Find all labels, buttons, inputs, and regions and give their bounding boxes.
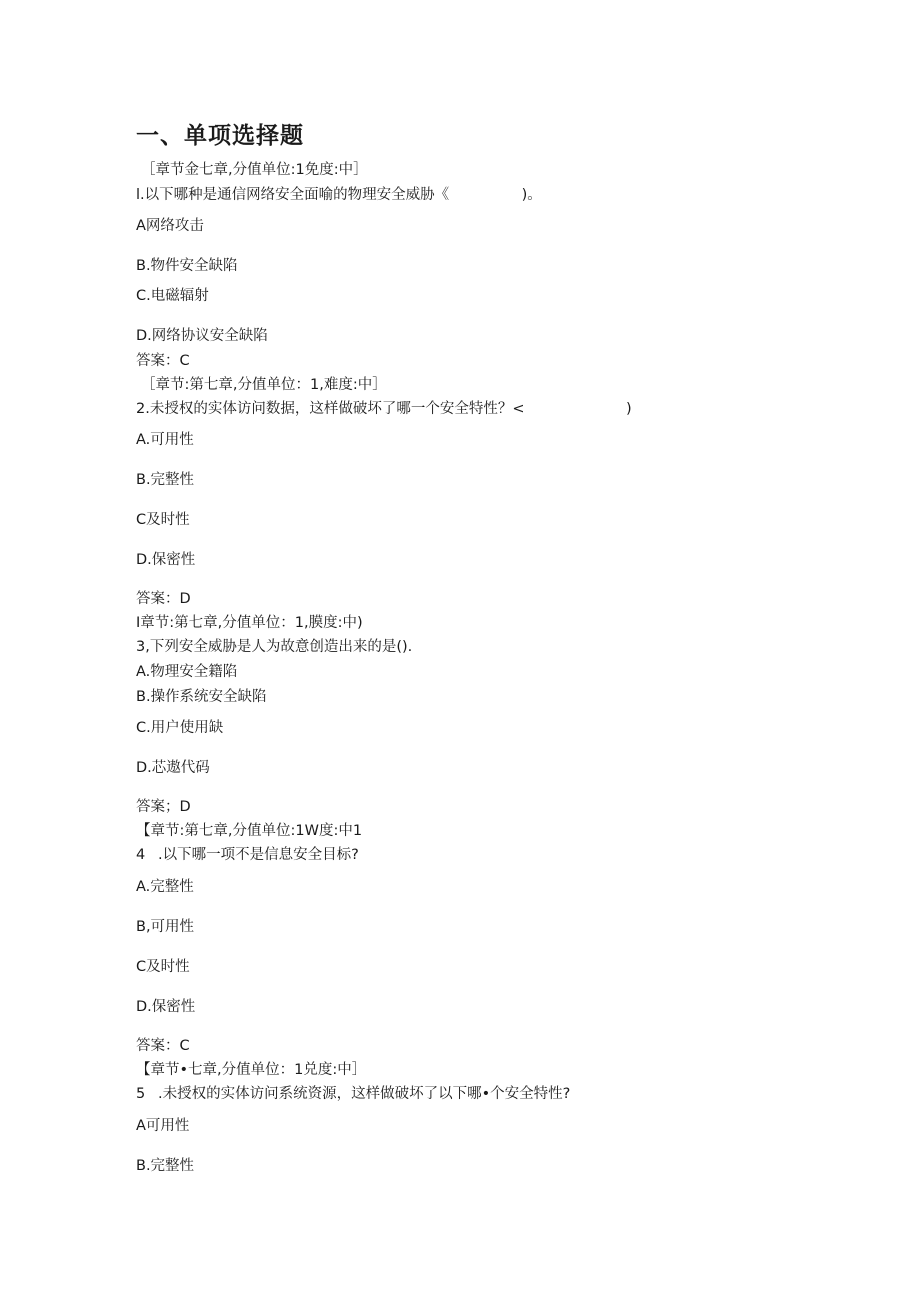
question-2-option-c: C及时性 xyxy=(136,512,190,528)
question-3-meta: I章节:第七章,分值单位：1,膜度:中) xyxy=(136,615,363,631)
question-2-option-b: B.完整性 xyxy=(136,472,195,488)
question-5-stem xyxy=(136,1085,570,1103)
question-1-option-d: D.网络协议安全缺陷 xyxy=(136,328,268,344)
question-5-number: 5 xyxy=(136,1086,146,1102)
question-4-option-c: C及时性 xyxy=(136,959,190,975)
question-2-option-d: D.保密性 xyxy=(136,552,196,568)
question-4-stem xyxy=(136,846,359,864)
question-4-number: 4 xyxy=(136,847,146,863)
question-2-answer: 答案：D xyxy=(136,591,191,607)
question-4-option-b: B,可用性 xyxy=(136,919,195,935)
question-2-stem: 2.未授权的实体访问数据，这样做破坏了哪一个安全特性？< ) xyxy=(136,401,632,417)
question-3-option-c: C.用户使用缺 xyxy=(136,720,224,736)
question-1-option-c: C.电磁辐射 xyxy=(136,288,209,304)
question-3-stem: 3,下列安全威胁是人为故意创造出来的是(). xyxy=(136,639,413,655)
question-1-option-b: B.物件安全缺陷 xyxy=(136,258,238,274)
question-3-option-d: D.芯遨代码 xyxy=(136,760,210,776)
question-4-meta: 【章节:第七章,分值单位:1W度:中1 xyxy=(136,823,363,839)
question-2-meta: ［章节:第七章,分值单位：1,难度:中］ xyxy=(141,377,387,393)
question-1-stem: l.以下哪种是通信网络安全面喻的物理安全威胁《 )。 xyxy=(136,187,542,203)
question-2-option-a: A.可用性 xyxy=(136,432,194,448)
question-5-option-b: B.完整性 xyxy=(136,1158,195,1174)
question-5-meta: 【章节•七章,分值单位：1兑度:中］ xyxy=(136,1062,367,1078)
question-4-text: .以下哪一项不是信息安全目标? xyxy=(158,847,359,863)
question-3-answer: 答案；D xyxy=(136,799,191,815)
question-1-answer: 答案：C xyxy=(136,353,190,369)
question-5-option-a: A可用性 xyxy=(136,1118,190,1134)
question-3-option-b: B.操作系统安全缺陷 xyxy=(136,689,267,705)
question-3-option-a: A.物理安全籍陷 xyxy=(136,664,238,680)
question-4-option-d: D.保密性 xyxy=(136,999,196,1015)
question-1-option-a: A网络攻击 xyxy=(136,218,204,234)
question-4-answer: 答案：C xyxy=(136,1038,190,1054)
question-4-option-a: A.完整性 xyxy=(136,879,194,895)
question-1-meta: ［章节金七章,分值单位:1免度:中］ xyxy=(141,162,368,178)
question-5-text: .未授权的实体访问系统资源，这样做破坏了以下哪•个安全特性? xyxy=(158,1086,571,1102)
section-title: 一、单项选择题 xyxy=(136,123,304,149)
